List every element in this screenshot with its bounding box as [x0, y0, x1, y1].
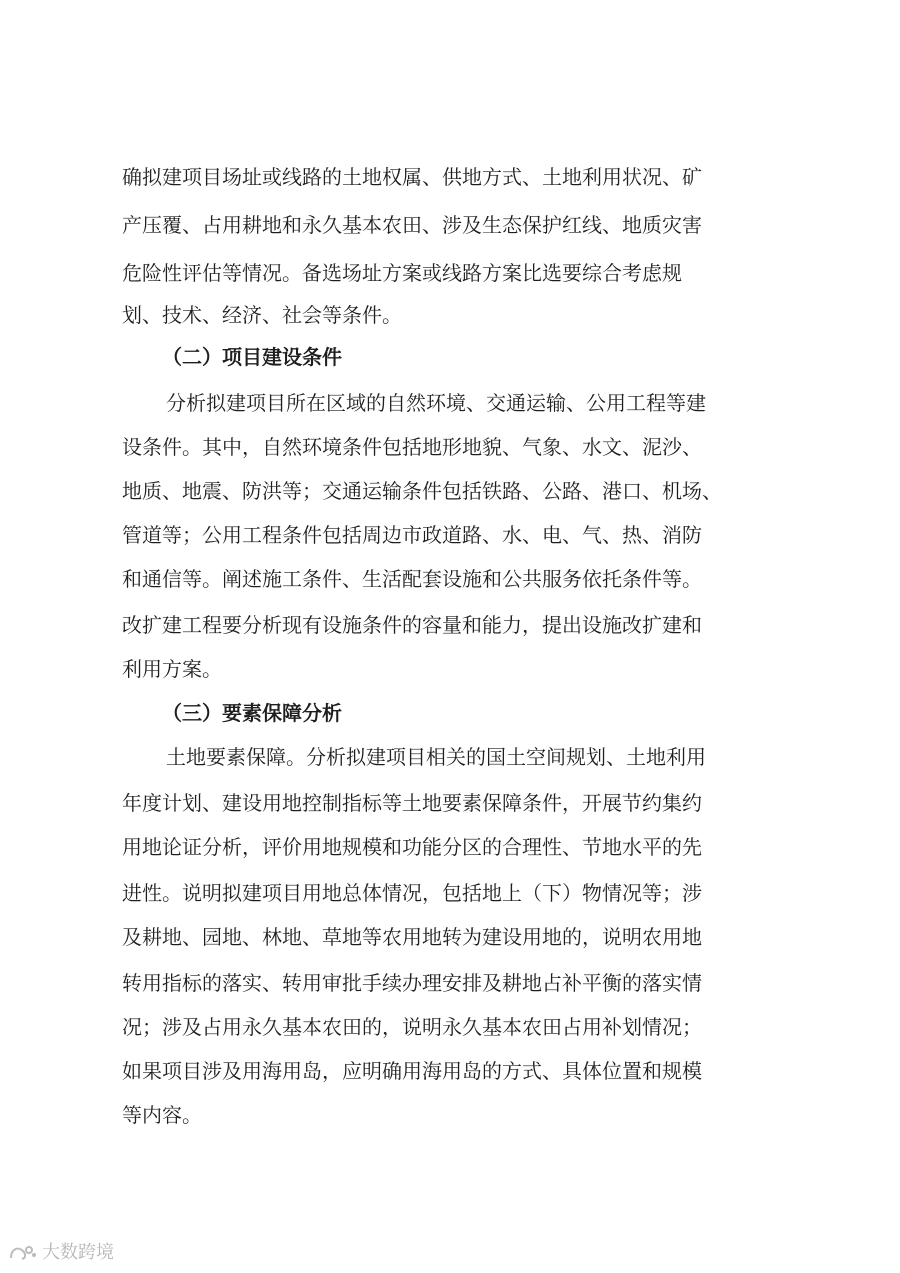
paragraph-3-line-6: 转用指标的落实、转用审批手续办理安排及耕地占补平衡的落实情 — [122, 971, 702, 995]
watermark — [8, 1242, 114, 1264]
paragraph-2-line-6: 改扩建工程要分析现有设施条件的容量和能力，提出设施改扩建和 — [122, 613, 702, 637]
paragraph-1-line-1: 确拟建项目场址或线路的土地权属、供地方式、土地利用状况、矿 — [122, 165, 702, 189]
paragraph-2-line-3: 地质、地震、防洪等；交通运输条件包括铁路、公路、港口、机场、 — [122, 479, 722, 503]
paragraph-3-line-2: 年度计划、建设用地控制指标等土地要素保障条件，开展节约集约 — [122, 791, 702, 815]
logo-icon — [8, 1243, 38, 1263]
paragraph-3-line-7: 况；涉及占用永久基本农田的，说明永久基本农田占用补划情况； — [122, 1015, 702, 1039]
paragraph-3-line-1: 土地要素保障。分析拟建项目相关的国土空间规划、土地利用 — [166, 745, 706, 769]
watermark-text: 大数跨境 — [42, 1242, 114, 1263]
paragraph-3-line-4: 进性。说明拟建项目用地总体情况，包括地上（下）物情况等；涉 — [122, 881, 702, 905]
paragraph-3-line-9: 等内容。 — [122, 1103, 202, 1127]
paragraph-2-line-2: 设条件。其中，自然环境条件包括地形地貌、气象、水文、泥沙、 — [122, 435, 702, 459]
paragraph-3-line-5: 及耕地、园地、林地、草地等农用地转为建设用地的，说明农用地 — [122, 925, 702, 949]
section-heading-2: （二）项目建设条件 — [162, 345, 342, 369]
paragraph-3-line-3: 用地论证分析，评价用地规模和功能分区的合理性、节地水平的先 — [122, 835, 702, 859]
paragraph-2-line-4: 管道等；公用工程条件包括周边市政道路、水、电、气、热、消防 — [122, 523, 702, 547]
section-heading-3: （三）要素保障分析 — [162, 701, 342, 725]
paragraph-1-line-4: 划、技术、经济、社会等条件。 — [122, 303, 402, 327]
paragraph-2-line-7: 利用方案。 — [122, 657, 222, 681]
paragraph-1-line-2: 产压覆、占用耕地和永久基本农田、涉及生态保护红线、地质灾害 — [122, 213, 702, 237]
paragraph-2-line-5: 和通信等。阐述施工条件、生活配套设施和公共服务依托条件等。 — [122, 567, 702, 591]
paragraph-2-line-1: 分析拟建项目所在区域的自然环境、交通运输、公用工程等建 — [166, 391, 706, 415]
paragraph-3-line-8: 如果项目涉及用海用岛，应明确用海用岛的方式、具体位置和规模 — [122, 1059, 702, 1083]
paragraph-1-line-3: 危险性评估等情况。备选场址方案或线路方案比选要综合考虑规 — [122, 261, 682, 285]
